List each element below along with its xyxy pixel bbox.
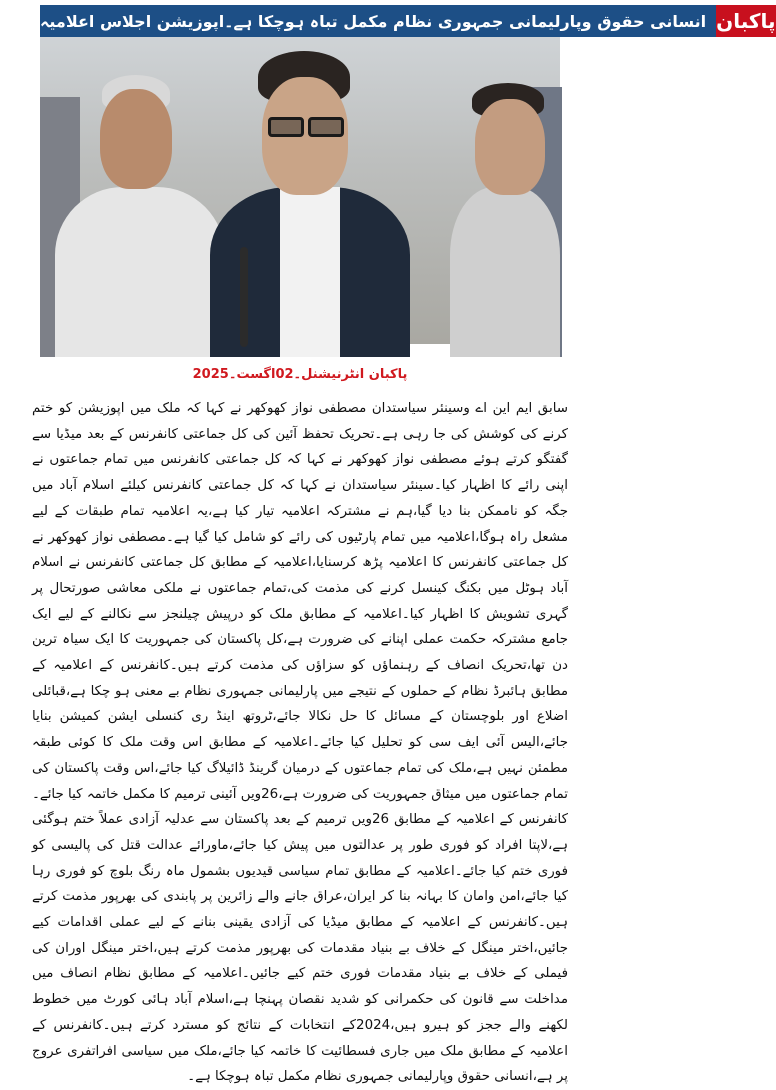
speaker-shirt [280,187,340,357]
left-man-head [100,89,172,189]
dateline: پاکبان انٹرنیشنل۔02اگست۔2025 [192,367,408,382]
right-man-body [450,187,560,357]
speaker-glasses-left [268,117,304,137]
speaker-glasses-right [308,117,344,137]
brand-logo: پاکبان [716,5,775,37]
microphone [240,247,248,347]
right-man-head [475,99,545,195]
headline-bar [40,5,776,37]
article-body: سابق ایم این اے وسینئر سیاستدان مصطفی نواز کھوکھر نے کہا کہ ملک میں اپوزیشن کو ختم کرنے کی کوشش کی جا رہی ہے۔تحریک تحفظ آئین کی کل جماعتی کانفرنس کے بعد میڈیا سے گفتگو کرتے ہوئے مصطفی نواز کھوکھر نے کہا کہ کل جماعتی کانفرنس میں تمام جماعتوں نے اپنی رائے کا اظہار کیا۔سینئر سیاستدان نے کہا کہ کل جماعتی کانفرنس کیلئے اسلام آباد میں جگہ کو ناممکن بنا دیا گیا،ہم نے مشترکہ اعلامیہ تیار کیا ہے،یہ اعلامیہ تمام طبقات کے لیے مشعل راہ ہوگا،اعلامیہ میں تمام پارٹیوں کی رائے کو شامل کیا گیا ہے۔مصطفی نواز کھوکھر نے کل جماعتی کانفرنس کا اعلامیہ پڑھ کرسنایا،اعلامیہ کے مطابق کل جماعتی کانفرنس نے اسلام آباد ہوٹل میں بکنگ کینسل کرنے کی مذمت کی،تمام جماعتوں نے ملکی معاشی صورتحال پر گہری تشویش کا اظہار کیا۔اعلامیہ کے مطابق ملک کو درپیش چیلنجز سے نکالنے کے لیے ایک جامع مشترکہ حکمت عملی اپنانے کی ضرورت ہے،کل پاکستان کی جمہوریت کا ایک سیاہ ترین دن تھا،تحریک انصاف کے رہنماؤں کو سزاؤں کی مذمت کرتے ہیں۔کانفرنس کے اعلامیہ کے مطابق ہائبرڈ نظام کے حملوں کے نتیجے میں پارلیمانی جمہوری نظام بے معنی ہو چکا ہے،قبائلی اضلاع اور بلوچستان کے مسائل کا حل نکالا جائے،ٹروتھ اینڈ ری کنسلی ایشن کمیشن بنایا جائے،الیس آئی ایف سی کو تحلیل کیا جائے۔اعلامیہ کے مطابق اس وقت ملک کا کوئی طبقہ مطمئن نہیں ہے،ملک کی تمام جماعتوں کے درمیان گرینڈ ڈائیلاگ کیا جائے،اس وقت پاکستان کی تمام جماعتوں میں میثاق جمہوریت کی ضرورت ہے،26ویں آئینی ترمیم کا مکمل خاتمہ کیا جائے۔کانفرنس کے اعلامیہ کے مطابق 26ویں ترمیم کے بعد پاکستان سے عدلیہ آزادی عملاً ختم ہوگئی ہے،لاپتا افراد کو فوری طور پر عدالتوں میں پیش کیا جائے،ماورائے عدالت قتل کی پالیسی کو فوری ختم کیا جائے۔اعلامیہ کے مطابق تمام سیاسی قیدیوں بشمول ماہ رنگ بلوچ کو فوری رہا کیا جائے،امن وامان کا بہانہ بنا کر ایران،عراق جانے والے زائرین پر پابندی کی بھرپور مذمت کرتے ہیں۔کانفرنس کے اعلامیہ کے مطابق میڈیا کی آزادی یقینی بنانے کے لیے عملی اقدامات کیے جائیں،اختر مینگل کے خلاف بے بنیاد مقدمات کی بھرپور مذمت کرتے ہیں،اختر مینگل اوران کی فیملی کے خلاف بے بنیاد مقدمات فوری ختم کیے جائیں۔اعلامیہ کے مطابق نظام انصاف میں مداخلت سے قانون کی حکمرانی کو شدید نقصان پہنچا ہے،اسلام آباد ہائی کورٹ میں خطوط لکھنے والے ججز کو ہیرو ہیں،2024کے انتخابات کے نتائج کو مسترد کرتے ہیں۔کانفرنس کے اعلامیہ کے مطابق ملک میں جاری فسطائیت کا خاتمہ کیا جائے،ملک میں سیاسی افراتفری عروج پر ہے،انسانی حقوق وپارلیمانی جمہوری نظام مکمل تباہ ہوچکا ہے۔ [32,401,569,1085]
press-conference-photo [40,37,560,344]
headline-text: انسانی حقوق وپارلیمانی جمہوری نظام مکمل تباہ ہوچکا ہے۔اپوزیشن اجلاس اعلامیہ [40,5,716,37]
left-man-body [55,187,225,357]
